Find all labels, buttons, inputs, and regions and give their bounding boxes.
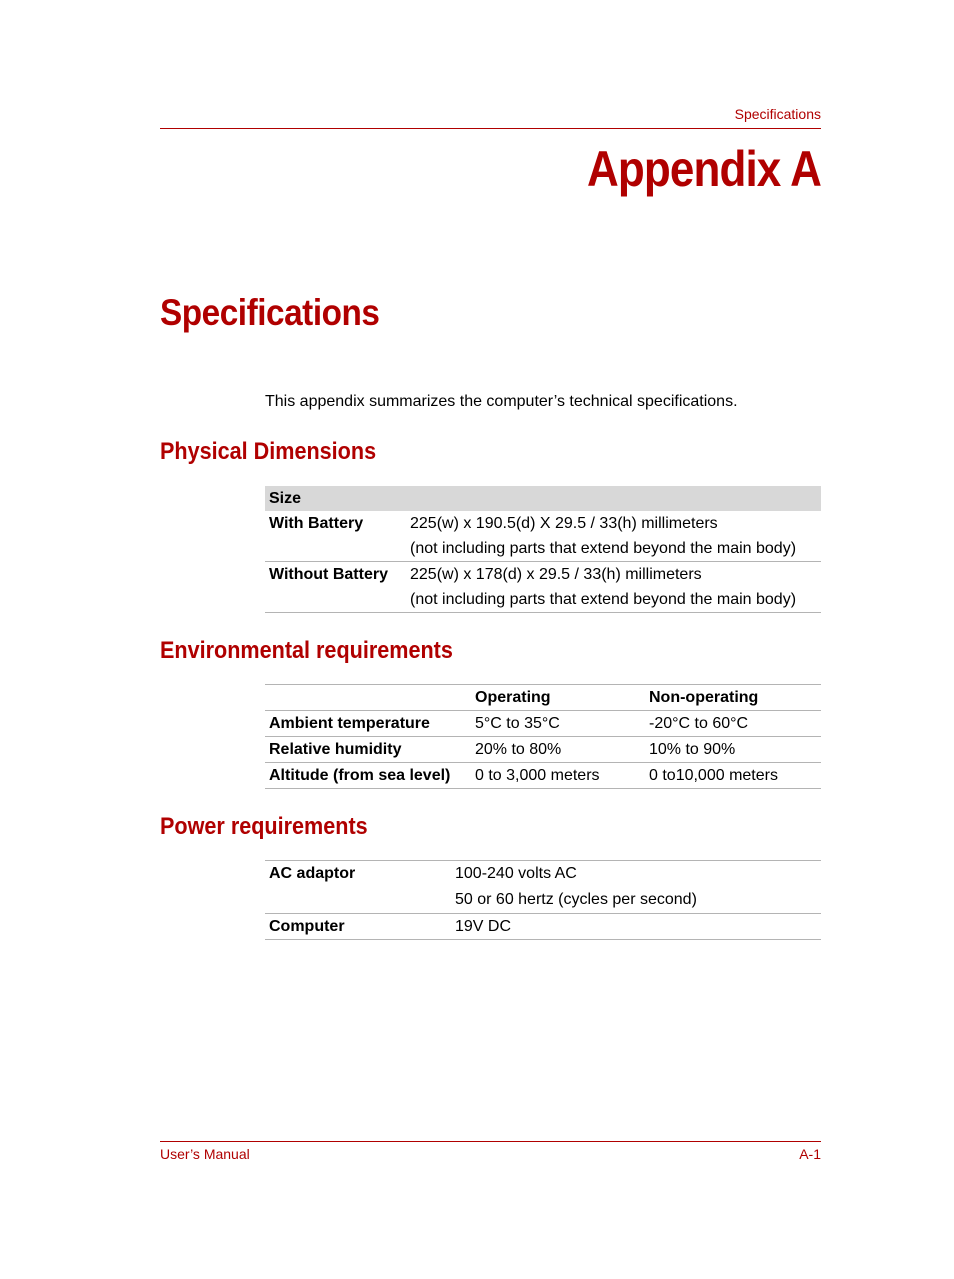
header-rule bbox=[160, 128, 821, 129]
table-row bbox=[265, 511, 821, 562]
table-row bbox=[265, 562, 821, 613]
table-row bbox=[265, 763, 821, 789]
environmental-requirements-table bbox=[265, 684, 821, 789]
value-line: 225(w) x 178(d) x 29.5 / 33(h) millimeters bbox=[410, 566, 702, 583]
physical-dimensions-heading: Physical Dimensions bbox=[160, 438, 377, 465]
non-operating-value: -20°C to 60°C bbox=[649, 715, 749, 732]
environmental-requirements-heading: Environmental requirements bbox=[160, 637, 453, 664]
row-label: With Battery bbox=[269, 515, 364, 532]
row-label: Altitude (from sea level) bbox=[269, 767, 451, 784]
row-label: AC adaptor bbox=[269, 865, 356, 882]
non-operating-value: 0 to10,000 meters bbox=[649, 767, 778, 784]
value-line: 100-240 volts AC bbox=[455, 865, 577, 882]
appendix-title: Appendix A bbox=[586, 141, 821, 197]
row-label: Ambient temperature bbox=[269, 715, 430, 732]
footer-rule bbox=[160, 1141, 821, 1142]
row-label: Computer bbox=[269, 918, 345, 935]
operating-value: 5°C to 35°C bbox=[475, 715, 560, 732]
table-row bbox=[265, 737, 821, 763]
value-note: (not including parts that extend beyond the main body) bbox=[410, 540, 797, 557]
row-value bbox=[455, 861, 697, 913]
physical-dimensions-table bbox=[265, 486, 821, 613]
value-line: 225(w) x 190.5(d) X 29.5 / 33(h) millimeters bbox=[410, 515, 718, 532]
power-requirements-table bbox=[265, 860, 821, 940]
page-number: A-1 bbox=[799, 1146, 821, 1162]
footer-manual-title: User’s Manual bbox=[160, 1146, 250, 1162]
value-line: 50 or 60 hertz (cycles per second) bbox=[455, 891, 697, 908]
row-value bbox=[410, 562, 796, 612]
non-operating-value: 10% to 90% bbox=[649, 741, 736, 758]
chapter-title: Specifications bbox=[160, 292, 380, 333]
operating-value: 20% to 80% bbox=[475, 741, 562, 758]
column-header-operating: Operating bbox=[475, 689, 551, 706]
row-value: 19V DC bbox=[455, 918, 512, 935]
intro-paragraph: This appendix summarizes the computer’s technical specifications. bbox=[265, 393, 738, 410]
table-header-row bbox=[265, 685, 821, 711]
table-row bbox=[265, 861, 821, 914]
row-value bbox=[410, 511, 796, 561]
table-row bbox=[265, 914, 821, 940]
table-row bbox=[265, 711, 821, 737]
value-note: (not including parts that extend beyond the main body) bbox=[410, 591, 797, 608]
size-label: Size bbox=[269, 490, 302, 507]
row-label: Relative humidity bbox=[269, 741, 402, 758]
column-header-non-operating: Non-operating bbox=[649, 689, 759, 706]
power-requirements-heading: Power requirements bbox=[160, 813, 368, 840]
operating-value: 0 to 3,000 meters bbox=[475, 767, 600, 784]
table-header-row bbox=[265, 486, 821, 511]
row-label: Without Battery bbox=[269, 566, 388, 583]
running-header: Specifications bbox=[734, 106, 821, 122]
